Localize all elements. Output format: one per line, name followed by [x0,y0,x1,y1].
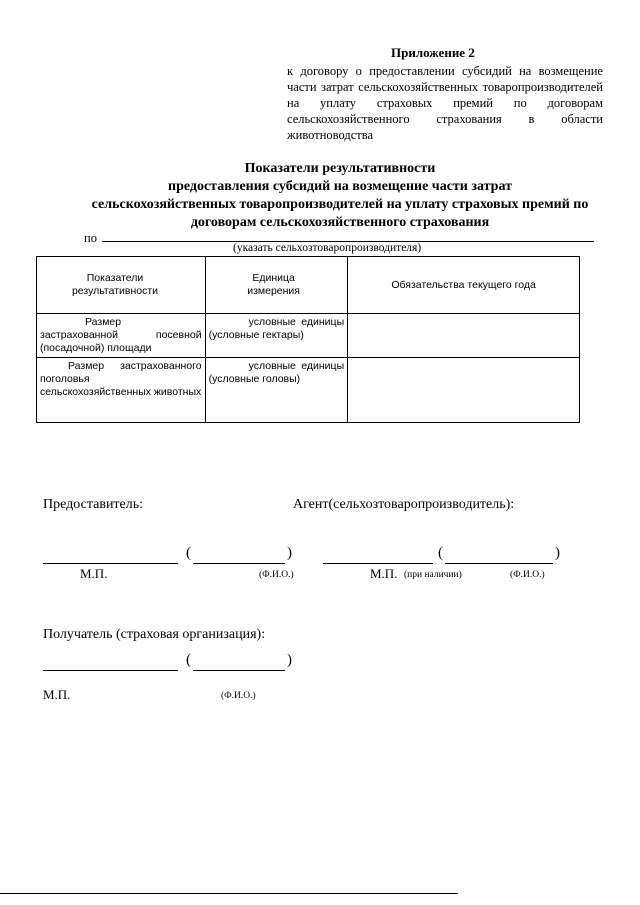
cell-indicator [37,314,206,358]
provider-signature-line[interactable] [43,563,178,564]
recipient-name-line[interactable] [193,670,285,671]
heading-line-4: договорам сельскохозяйственного страхования [190,215,490,230]
agent-name-line[interactable] [445,563,553,564]
agent-open-paren: ( [438,545,443,561]
provider-name-line[interactable] [193,563,285,564]
agent-fio-label: (Ф.И.О.) [510,570,545,580]
heading-line-1: Показатели результативности [244,161,436,176]
recipient-org-label: Получатель (страховая организация): [43,627,266,642]
provider-stamp-label: М.П. [80,566,108,581]
recipient-hint: (указать сельхозтоваропроизводителя) [233,242,422,254]
provider-close-paren: ) [287,545,292,561]
recipient-signature-line[interactable] [43,670,178,671]
recipient-open-paren: ( [186,652,191,668]
heading-line-3: сельскохозяйственных товаропроизводителей на уплату страховых премий по [91,197,589,212]
header-unit [205,257,348,314]
header-indicator-label: Показатели результативности [71,272,159,297]
provider-open-paren: ( [186,545,191,561]
cell-unit [205,358,348,423]
cell-indicator-text: Размер застрахованной посевной (посадочной) площади [40,316,202,354]
heading-line-2: предоставления субсидий на возмещение части затрат [168,179,512,194]
indicators-table [36,256,580,423]
cell-indicator [37,358,206,423]
cell-commitment[interactable] [348,314,580,358]
table-row [37,358,580,423]
table-header-row [37,257,580,314]
agent-stamp-label: М.П. [370,566,398,581]
agent-signature-line[interactable] [323,563,433,564]
appendix-text: к договору о предоставлении субсидий на возмещение части затрат сельскохозяйственных товаропроизводителей на уплату страховых премий по договорам сельскохозяйственного страхования в области животноводства [287,64,603,142]
page-bottom-rule [0,893,458,894]
table-row [37,314,580,358]
provider-label: Предоставитель: [43,497,144,512]
header-commitment-label: Обязательства текущего года [391,278,536,291]
recipient-stamp-label: М.П. [43,687,71,702]
appendix-title: Приложение 2 [391,45,475,60]
cell-unit-text: условные единицы (условные головы) [208,360,345,385]
header-unit-label: Единица измерения [247,272,300,297]
document-heading [40,160,640,232]
cell-unit [205,314,348,358]
agent-label: Агент(сельхозтоваропроизводитель): [293,497,515,512]
cell-indicator-text: Размер застрахованного поголовья сельскохозяйственных животных [40,360,202,398]
agent-close-paren: ) [555,545,560,561]
recipient-close-paren: ) [287,652,292,668]
cell-unit-text: условные единицы (условные гектары) [208,316,345,341]
provider-fio-label: (Ф.И.О.) [259,570,294,580]
header-indicator [37,257,206,314]
recipient-fio-label: (Ф.И.О.) [221,691,256,701]
cell-commitment[interactable] [348,358,580,423]
recipient-prefix: по [84,231,97,245]
header-commitment [348,257,580,314]
agent-if-any-label: (при наличии) [404,570,462,580]
